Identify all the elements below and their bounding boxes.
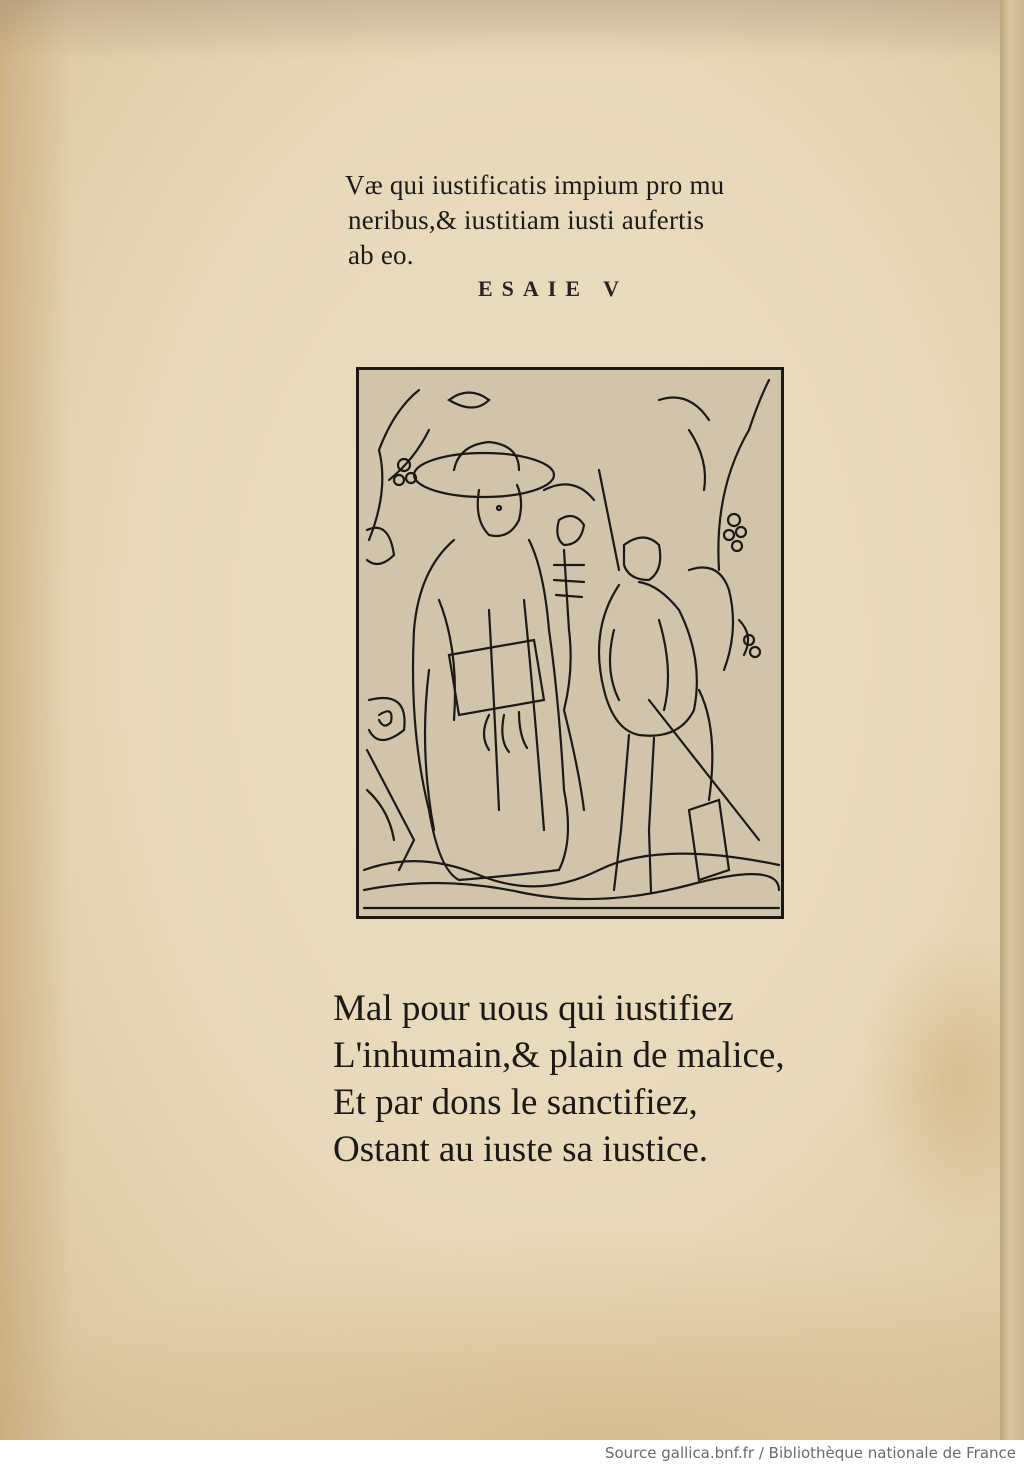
scripture-reference: ESAIE V: [478, 276, 629, 301]
footer-bar: [0, 1440, 1024, 1469]
latin-epigraph: [345, 168, 805, 273]
verse-line-3: Et par dons le sanctifiez,: [333, 1082, 698, 1123]
latin-line-2: neribus,& iustitiam iusti aufertis: [348, 205, 705, 235]
woodcut-illustration: [356, 367, 784, 919]
source-credit: Source gallica.bnf.fr / Bibliothèque nationale de France: [604, 1444, 1016, 1462]
french-verse: [333, 985, 893, 1173]
left-stain: [0, 0, 70, 1440]
next-leaf-edge: [1000, 0, 1024, 1440]
verse-line-4: Ostant au iuste sa iustice.: [333, 1129, 709, 1170]
verse-line-1: Mal pour uous qui iustifiez: [333, 988, 734, 1029]
woodcut-illustration-icon: [359, 370, 781, 916]
latin-line-3: ab eo.: [348, 240, 414, 270]
top-stain: [0, 0, 1000, 60]
verse-line-2: L'inhumain,& plain de malice,: [333, 1035, 785, 1076]
bottom-stain: [0, 1230, 1000, 1440]
latin-line-1: Væ qui iustificatis impium pro mu: [345, 170, 725, 200]
